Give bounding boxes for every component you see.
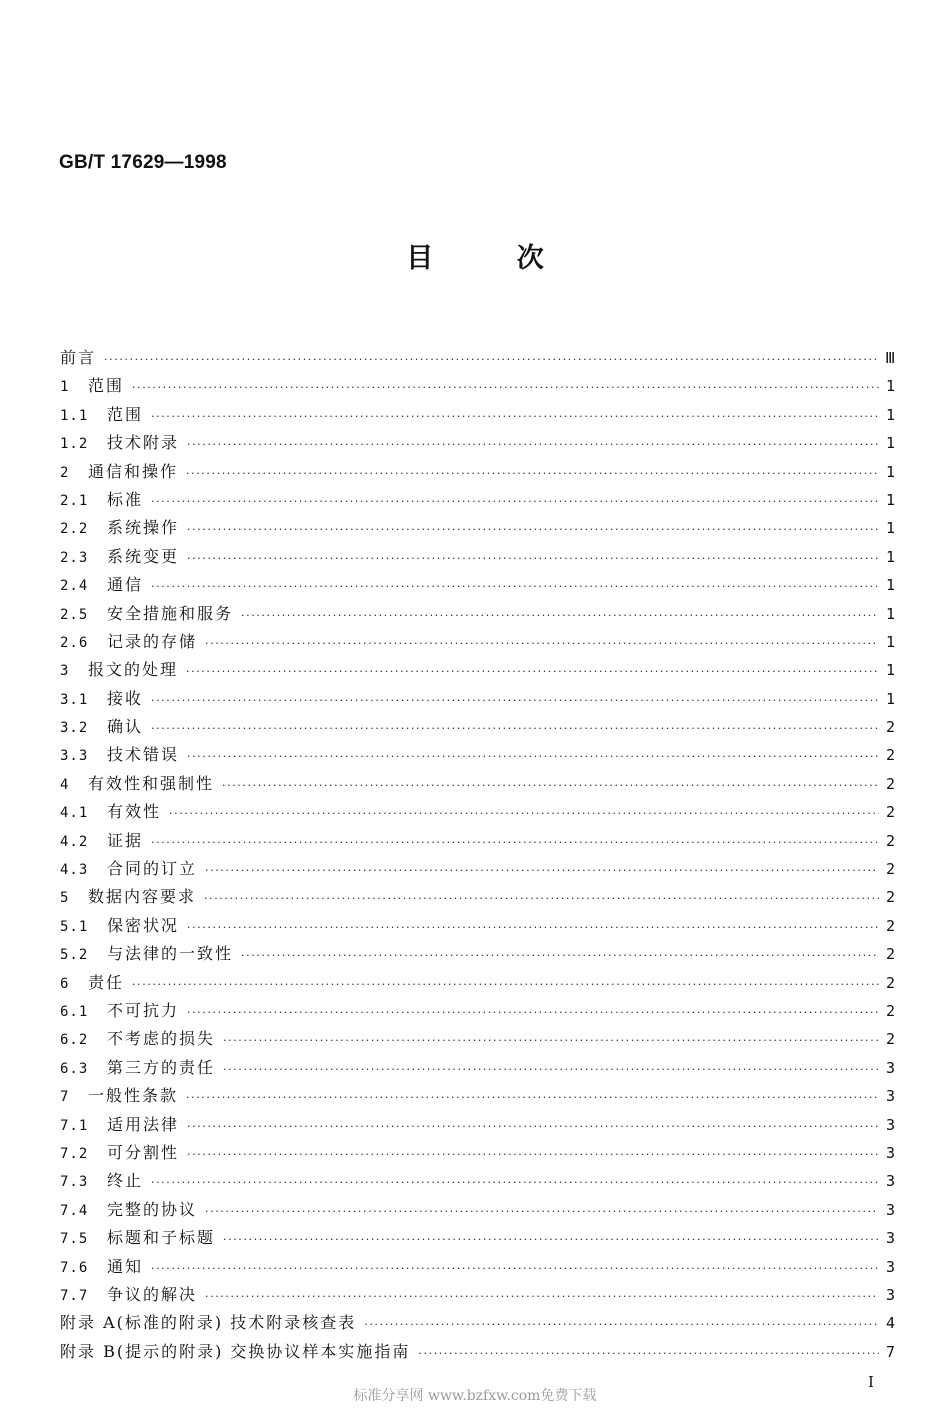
toc-entry-title: 安全措施和服务 [107, 603, 234, 623]
toc-entry-page: 2 [885, 916, 895, 935]
watermark: 标准分享网 www.bzfxw.com免费下载 [353, 1388, 597, 1404]
toc-entry-number: 5.1 [60, 918, 89, 935]
toc-entry[interactable] [60, 1167, 895, 1195]
toc-entry[interactable] [60, 486, 895, 514]
toc-entry-page: 1 [885, 490, 895, 509]
toc-leader-dots [151, 687, 879, 715]
toc-entry-title: 标题和子标题 [107, 1228, 216, 1248]
toc-entry[interactable] [60, 997, 895, 1025]
toc-entry-page: 2 [885, 774, 895, 793]
toc-entry-page: 3 [885, 1285, 895, 1304]
toc-entry-title: 技术错误 [107, 745, 180, 765]
toc-entry-number: 6.1 [60, 1003, 89, 1020]
toc-leader-dots [151, 403, 879, 431]
toc-entry[interactable] [60, 656, 895, 684]
toc-entry[interactable] [60, 1224, 895, 1252]
toc-entry[interactable] [60, 912, 895, 940]
toc-entry[interactable] [60, 1111, 895, 1139]
toc-leader-dots [132, 971, 879, 999]
toc-entry-page: 2 [885, 1030, 895, 1049]
toc-entry[interactable] [60, 770, 895, 798]
toc-entry[interactable] [60, 571, 895, 599]
toc-leader-dots [241, 942, 879, 970]
toc-entry-page: 2 [885, 718, 895, 737]
toc-entry-title: 通知 [107, 1256, 144, 1276]
toc-entry-number: 2.1 [60, 492, 89, 509]
toc-entry-title: 附录 A(标准的附录) 技术附录核查表 [60, 1313, 357, 1333]
toc-entry-number: 2 [60, 464, 70, 481]
toc-entry[interactable] [60, 543, 895, 571]
toc-entry[interactable] [60, 798, 895, 826]
toc-entry-title: 通信 [107, 575, 144, 595]
toc-entry-number: 2.4 [60, 578, 89, 595]
toc-entry-number: 7 [60, 1089, 70, 1106]
toc-entry-title: 记录的存储 [107, 631, 198, 651]
toc-title: 目 次 [406, 243, 544, 274]
toc-entry-number: 4.3 [60, 862, 89, 879]
toc-entry-number: 1.2 [60, 436, 89, 453]
toc-entry-page: 3 [885, 1200, 895, 1219]
toc-entry-title: 适用法律 [107, 1114, 180, 1134]
toc-leader-dots [132, 374, 879, 402]
toc-entry-page: 3 [885, 1143, 895, 1162]
toc-entry-page: 1 [885, 462, 895, 481]
toc-entry-page: 2 [885, 831, 895, 850]
toc-entry-number: 5 [60, 890, 70, 907]
toc-entry-title: 有效性和强制性 [88, 773, 215, 793]
toc-entry[interactable] [60, 1253, 895, 1281]
toc-entry[interactable] [60, 883, 895, 911]
toc-leader-dots [187, 516, 879, 544]
toc-entry[interactable] [60, 969, 895, 997]
toc-entry-page: Ⅲ [885, 349, 896, 367]
toc-entry-page: 2 [885, 860, 895, 879]
toc-entry[interactable] [60, 855, 895, 883]
toc-entry[interactable] [60, 1082, 895, 1110]
toc-entry-page: 3 [885, 1172, 895, 1191]
toc-entry-number: 1.1 [60, 407, 89, 424]
toc-entry-number: 7.4 [60, 1202, 89, 1219]
toc-entry-title: 标准 [107, 489, 144, 509]
toc-entry-page: 1 [885, 576, 895, 595]
toc-leader-dots [364, 1311, 879, 1339]
toc-entry-title: 技术附录 [107, 433, 180, 453]
toc-entry[interactable] [60, 600, 895, 628]
toc-leader-dots [187, 999, 879, 1027]
toc-entry[interactable] [60, 1196, 895, 1224]
toc-leader-dots [151, 573, 879, 601]
toc-entry-page: 1 [885, 604, 895, 623]
toc-entry[interactable] [60, 685, 895, 713]
toc-entry-page: 3 [885, 1257, 895, 1276]
toc-entry-title: 确认 [107, 717, 144, 737]
toc-entry-title: 通信和操作 [88, 461, 179, 481]
toc-entry-page: 2 [885, 746, 895, 765]
toc-entry-page: 2 [885, 1001, 895, 1020]
toc-entry-title: 一般性条款 [88, 1086, 179, 1106]
toc-entry-number: 7.1 [60, 1117, 89, 1134]
toc-entry[interactable] [60, 940, 895, 968]
toc-entry[interactable] [60, 1139, 895, 1167]
toc-entry[interactable] [60, 344, 895, 372]
toc-entry-title: 报文的处理 [88, 660, 179, 680]
toc-entry-number: 2.5 [60, 606, 89, 623]
toc-entry-title: 责任 [88, 972, 125, 992]
toc-entry-number: 7.7 [60, 1287, 89, 1304]
toc-entry-number: 2.3 [60, 549, 89, 566]
toc-leader-dots [151, 829, 879, 857]
toc-entry-title: 附录 B(提示的附录) 交换协议样本实施指南 [60, 1341, 411, 1361]
toc-entry-title: 合同的订立 [107, 859, 198, 879]
toc-entry-page: 1 [885, 689, 895, 708]
toc-entry-number: 1 [60, 379, 70, 396]
toc-leader-dots [205, 630, 879, 658]
toc-leader-dots [187, 743, 879, 771]
toc-entry-number: 4.1 [60, 805, 89, 822]
toc-leader-dots [204, 885, 879, 913]
toc-entry-number: 5.2 [60, 947, 89, 964]
toc-entry[interactable] [60, 628, 895, 656]
toc-entry-title: 接收 [107, 688, 144, 708]
toc-leader-dots [169, 800, 879, 828]
toc-entry[interactable] [60, 1281, 895, 1309]
standard-code: GB/T 17629—1998 [59, 152, 227, 173]
toc-entry-page: 3 [885, 1115, 895, 1134]
toc-entry-title: 完整的协议 [107, 1199, 198, 1219]
toc-entry-page: 2 [885, 803, 895, 822]
toc-entry-number: 3.3 [60, 748, 89, 765]
table-of-contents [60, 344, 895, 1366]
toc-entry[interactable] [60, 401, 895, 429]
toc-entry-page: 3 [885, 1058, 895, 1077]
toc-entry-page: 3 [885, 1087, 895, 1106]
toc-entry-page: 2 [885, 888, 895, 907]
toc-entry-number: 3 [60, 663, 70, 680]
toc-entry-page: 1 [885, 377, 895, 396]
toc-entry-page: 3 [885, 1229, 895, 1248]
toc-leader-dots [187, 1113, 879, 1141]
toc-entry[interactable] [60, 514, 895, 542]
toc-entry-title: 不考虑的损失 [107, 1029, 216, 1049]
toc-entry-title: 范围 [107, 404, 144, 424]
toc-entry-title: 系统操作 [107, 518, 180, 538]
toc-entry-title: 证据 [107, 830, 144, 850]
toc-entry-number: 4 [60, 776, 70, 793]
toc-entry-number: 7.3 [60, 1174, 89, 1191]
toc-entry-title: 与法律的一致性 [107, 944, 234, 964]
toc-leader-dots [186, 460, 879, 488]
toc-entry-number: 3.1 [60, 691, 89, 708]
toc-entry[interactable] [60, 1309, 895, 1337]
toc-entry-title: 前言 [60, 348, 97, 367]
toc-leader-dots [223, 1027, 879, 1055]
toc-leader-dots [187, 545, 879, 573]
toc-entry-number: 2.2 [60, 521, 89, 538]
toc-entry-title: 争议的解决 [107, 1284, 198, 1304]
toc-leader-dots [223, 1056, 879, 1084]
toc-leader-dots [186, 1084, 879, 1112]
toc-leader-dots [151, 1255, 879, 1283]
toc-leader-dots [187, 914, 879, 942]
toc-leader-dots [205, 857, 879, 885]
toc-leader-dots [151, 488, 879, 516]
toc-entry-page: 1 [885, 405, 895, 424]
toc-leader-dots [104, 346, 879, 374]
toc-leader-dots [418, 1340, 879, 1368]
toc-entry-number: 4.2 [60, 833, 89, 850]
toc-leader-dots [223, 1226, 879, 1254]
page-number: I [868, 1373, 874, 1391]
toc-entry[interactable] [60, 1025, 895, 1053]
toc-entry[interactable] [60, 741, 895, 769]
toc-leader-dots [151, 715, 879, 743]
toc-leader-dots [151, 1169, 879, 1197]
toc-entry-page: 1 [885, 547, 895, 566]
toc-entry-title: 保密状况 [107, 915, 180, 935]
toc-leader-dots [187, 431, 879, 459]
toc-leader-dots [241, 602, 879, 630]
toc-entry[interactable] [60, 1054, 895, 1082]
toc-entry-page: 1 [885, 434, 895, 453]
toc-entry-number: 6.3 [60, 1060, 89, 1077]
toc-leader-dots [186, 658, 879, 686]
toc-entry-number: 7.5 [60, 1231, 89, 1248]
toc-entry-title: 系统变更 [107, 546, 180, 566]
toc-leader-dots [205, 1283, 879, 1311]
toc-entry[interactable] [60, 827, 895, 855]
toc-entry-title: 有效性 [107, 802, 162, 822]
toc-entry-page: 1 [885, 519, 895, 538]
toc-entry[interactable] [60, 1338, 895, 1366]
toc-entry-number: 6.2 [60, 1032, 89, 1049]
toc-entry[interactable] [60, 458, 895, 486]
toc-entry-title: 终止 [107, 1171, 144, 1191]
toc-entry[interactable] [60, 429, 895, 457]
toc-entry-title: 不可抗力 [107, 1000, 180, 1020]
toc-entry-title: 范围 [88, 376, 125, 396]
toc-entry-page: 2 [885, 973, 895, 992]
toc-entry-number: 3.2 [60, 720, 89, 737]
toc-entry-page: 1 [885, 661, 895, 680]
toc-entry-page: 2 [885, 945, 895, 964]
toc-entry[interactable] [60, 713, 895, 741]
toc-entry-page: 4 [885, 1314, 895, 1333]
toc-leader-dots [205, 1198, 879, 1226]
toc-entry-title: 第三方的责任 [107, 1057, 216, 1077]
toc-leader-dots [187, 1141, 879, 1169]
toc-entry-page: 1 [885, 632, 895, 651]
toc-entry-page: 7 [885, 1342, 895, 1361]
toc-entry-number: 2.6 [60, 634, 89, 651]
toc-entry-title: 可分割性 [107, 1142, 180, 1162]
toc-entry-number: 7.2 [60, 1145, 89, 1162]
toc-entry-number: 6 [60, 975, 70, 992]
toc-entry-number: 7.6 [60, 1259, 89, 1276]
toc-leader-dots [222, 772, 879, 800]
toc-entry[interactable] [60, 372, 895, 400]
toc-entry-title: 数据内容要求 [88, 887, 197, 907]
